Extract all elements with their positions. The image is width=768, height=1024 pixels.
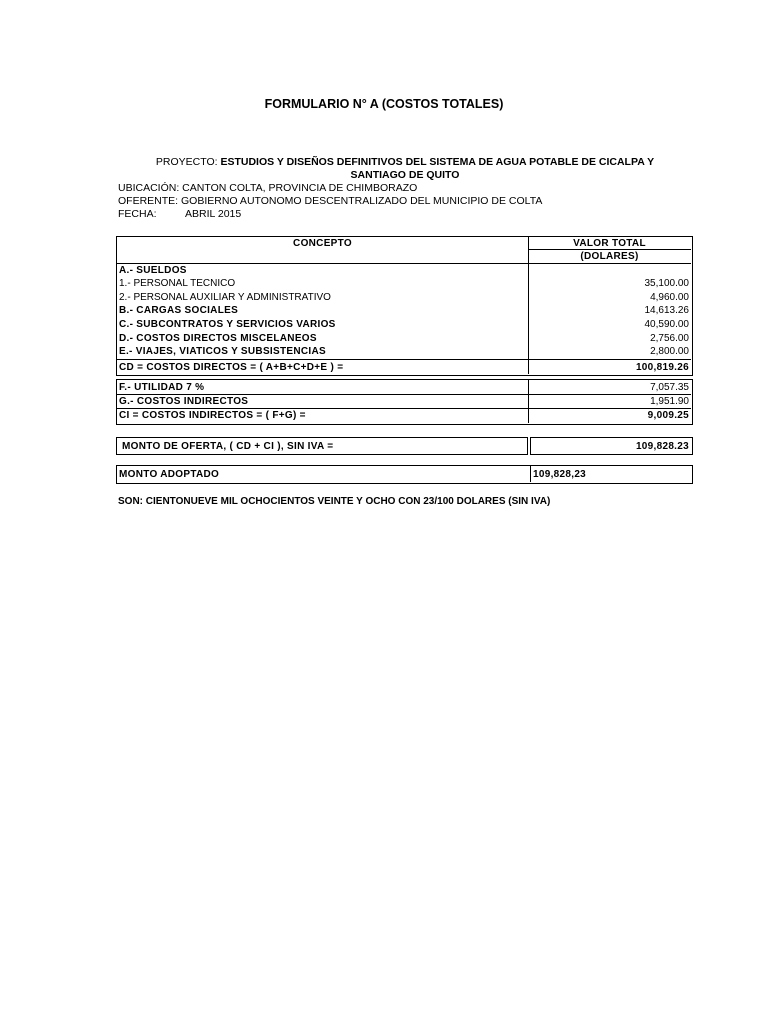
project-name-line2: SANTIAGO DE QUITO [350,169,460,181]
row-d-value: 2,756.00 [650,333,689,344]
column-divider [530,466,531,482]
amount-in-words: SON: CIENTONUEVE MIL OCHOCIENTOS VEINTE Y OCHO CON 23/100 DOLARES (SIN IVA) [118,496,551,507]
header-concepto: CONCEPTO [293,238,352,249]
row-b-label: B.- CARGAS SOCIALES [119,305,239,316]
row-c-value: 40,590.00 [644,319,689,330]
ubicacion-line: UBICACIÓN: CANTON COLTA, PROVINCIA DE CHIMBORAZO [118,182,418,194]
row-ci-label: CI = COSTOS INDIRECTOS = ( F+G) = [119,410,306,421]
row-cd-label: CD = COSTOS DIRECTOS = ( A+B+C+D+E ) = [119,362,344,373]
row-f-label: F.- UTILIDAD 7 % [119,382,205,393]
row-g-value: 1,951.90 [650,396,689,407]
direct-costs-table [116,236,693,376]
project-label: PROYECTO: [155,156,218,168]
adoptado-value: 109,828,23 [533,469,587,480]
row-f-value: 7,057.35 [650,382,689,393]
row-b-value: 14,613.26 [644,305,689,316]
oferta-label-box [116,437,528,455]
column-divider [528,380,529,423]
adoptado-label: MONTO ADOPTADO [119,469,220,480]
row-a-label: A.- SUELDOS [119,265,187,276]
project-name-line1: ESTUDIOS Y DISEÑOS DEFINITIVOS DEL SISTEMA DE AGUA POTABLE DE CICALPA Y [220,156,655,168]
row-c-label: C.- SUBCONTRATOS Y SERVICIOS VARIOS [119,319,336,330]
row-d-label: D.- COSTOS DIRECTOS MISCELANEOS [119,333,317,344]
row-cd-value: 100,819.26 [635,362,689,373]
oferta-value-box [530,437,693,455]
row-2-value: 4,960.00 [650,292,689,303]
fecha-label: FECHA: [118,208,157,220]
row-2-label: 2.- PERSONAL AUXILIAR Y ADMINISTRATIVO [119,292,331,303]
row-1-value: 35,100.00 [644,278,689,289]
row-e-value: 2,800.00 [650,346,689,357]
fecha-line [118,208,418,221]
row-1-label: 1.- PERSONAL TECNICO [119,278,236,289]
adoptado-box [116,465,693,484]
row-e-label: E.- VIAJES, VIATICOS Y SUBSISTENCIAS [119,346,326,357]
total-divider [117,359,691,360]
header-divider [117,263,691,264]
oferta-value: 109,828.23 [635,441,689,452]
header-valor-total: VALOR TOTAL [573,238,646,249]
row-g-label: G.- COSTOS INDIRECTOS [119,396,249,407]
row-ci-value: 9,009.25 [647,410,689,421]
fecha-value: ABRIL 2015 [185,208,242,220]
header-dolares: (DOLARES) [580,251,639,262]
project-block [118,156,692,182]
oferente-line: OFERENTE: GOBIERNO AUTONOMO DESCENTRALIZADO DEL MUNICIPIO DE COLTA [118,195,543,207]
oferta-label: MONTO DE OFERTA, ( CD + CI ), SIN IVA = [122,441,334,452]
form-title: FORMULARIO N° A (COSTOS TOTALES) [264,97,504,111]
indirect-costs-table [116,379,693,425]
